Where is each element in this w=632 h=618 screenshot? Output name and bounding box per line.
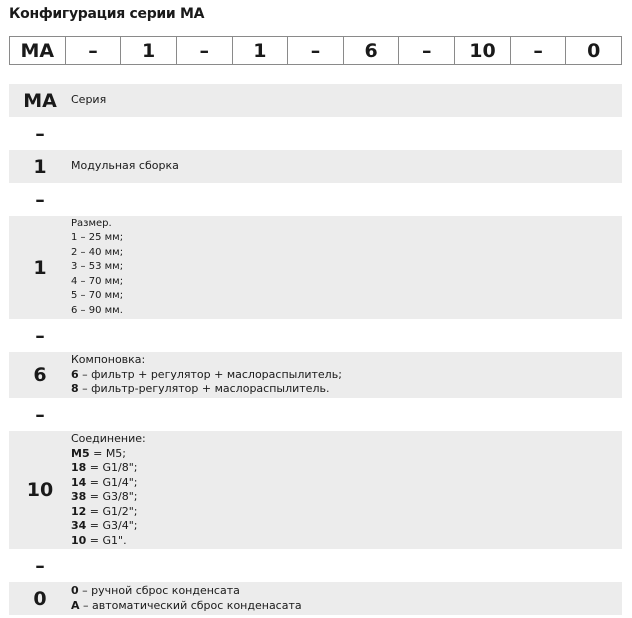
option-text: = G3/8"; [86,490,138,503]
row-description [71,353,622,397]
desc-line [71,505,622,520]
configuration-table [9,84,622,615]
option-code: 12 [71,504,87,518]
row-code: – [35,403,45,426]
desc-line [71,599,622,614]
table-row-separator [9,549,622,582]
option-text: = M5; [89,446,127,460]
option-text: = G3/4"; [86,519,138,532]
desc-line [71,447,622,462]
code-separator: – [177,37,233,64]
page-title: Конфигурация серии MA [9,6,205,22]
option-code: M5 [71,446,90,460]
option-text: – автоматический сброс конденасата [79,598,302,612]
option-code: 6 [71,367,79,381]
row-code: 0 [33,587,47,610]
row-code: – [35,554,45,577]
option-text: = G1". [86,533,127,547]
desc-line: Соединение: [71,432,146,445]
row-code: 1 [33,155,47,178]
desc-line: 5 – 70 мм; [71,290,124,302]
desc-line [71,368,622,383]
option-code: A [71,598,80,612]
desc-line: Серия [71,93,107,107]
option-code: 0 [71,584,79,597]
table-row-drain [9,582,622,615]
option-code: 18 [71,461,87,474]
desc-line: 4 – 70 мм; [71,275,124,287]
desc-line: 3 – 53 мм; [71,261,124,273]
option-text: – фильтр-регулятор + маслораспылитель. [78,382,330,396]
table-row-size [9,216,622,319]
row-code: 6 [33,364,47,386]
code-separator: – [66,37,122,64]
option-text: = G1/2"; [86,504,138,518]
desc-line: Модульная сборка [71,159,179,173]
row-code: – [35,324,45,347]
desc-line [71,476,622,491]
desc-line: 1 – 25 мм; [71,232,124,244]
row-description [71,93,622,108]
desc-line [71,490,622,505]
configuration-code-bar [9,36,622,65]
code-separator: – [511,37,567,64]
desc-line [71,519,622,534]
option-code: 14 [71,475,87,489]
desc-line [71,461,622,476]
code-segment-size: 1 [233,37,289,64]
row-code: – [35,122,45,145]
code-segment-drain: 0 [587,39,601,62]
table-row-assembly [9,150,622,183]
code-separator: – [288,37,344,64]
row-description [71,584,622,613]
row-code: MA [23,89,57,112]
table-row-separator [9,319,622,352]
row-description [71,432,622,548]
option-code: 10 [71,533,87,547]
table-row-connection [9,431,622,549]
table-row-separator [9,183,622,216]
table-row-separator [9,117,622,150]
option-text: – ручной сброс конденсата [78,584,240,597]
desc-line [71,382,622,397]
desc-line [71,534,622,549]
desc-line: Компоновка: [71,353,146,367]
option-text: = G1/8"; [86,461,138,474]
option-code: 34 [71,519,87,532]
code-segment-series: MA [10,37,66,64]
code-segment-layout: 6 [344,37,400,64]
code-separator: – [399,37,455,64]
table-row-series [9,84,622,117]
table-row-separator [9,398,622,431]
option-code: 8 [71,382,79,396]
code-segment-connection: 10 [455,37,511,64]
desc-line: 2 – 40 мм; [71,246,124,258]
code-segment-assembly: 1 [121,37,177,64]
row-description [71,217,622,319]
option-code: 38 [71,490,87,503]
row-code: – [35,188,45,211]
row-code: 1 [33,256,47,279]
desc-line [71,584,622,599]
desc-line: 6 – 90 мм. [71,304,123,316]
desc-line: Размер. [71,217,112,229]
option-text: – фильтр + регулятор + маслораспылитель; [78,367,342,381]
row-code: 10 [26,479,54,501]
row-description [71,159,622,174]
option-text: = G1/4"; [86,475,138,489]
table-row-layout [9,352,622,398]
